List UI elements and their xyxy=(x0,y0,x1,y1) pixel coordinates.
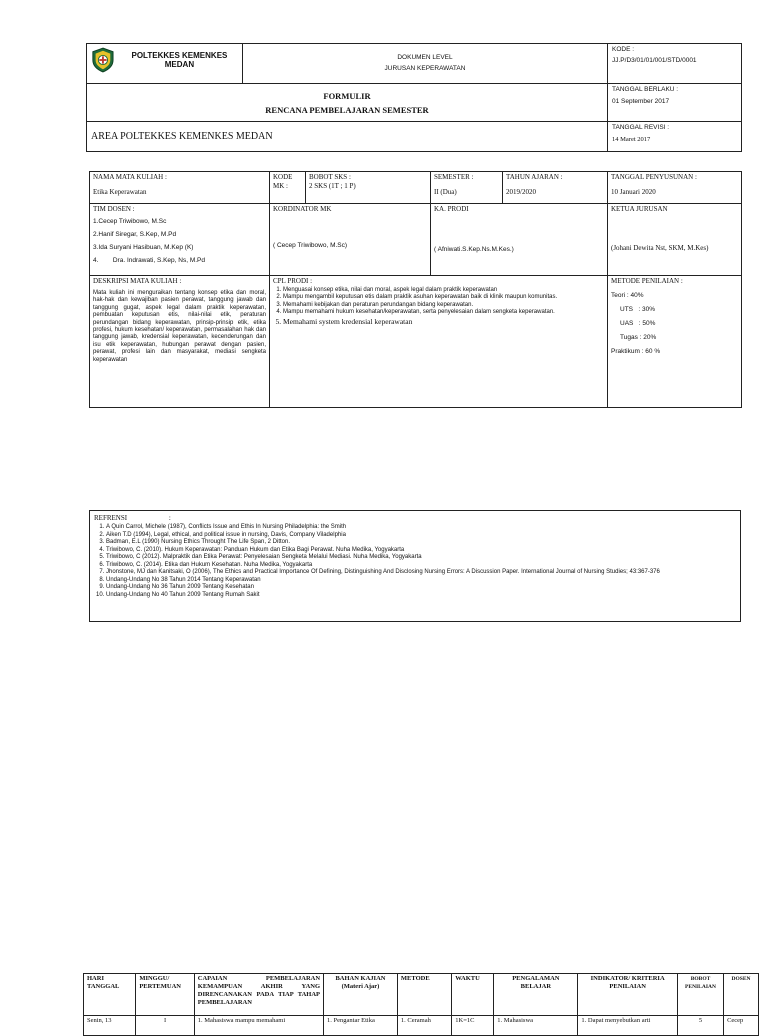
cell-metode: 1. Ceramah xyxy=(400,1017,431,1024)
area-title: AREA POLTEKKES KEMENKES MEDAN xyxy=(91,131,273,142)
header-indikator: INDIKATOR/ KRITERIA PENILAIAN xyxy=(590,975,665,990)
rps-title: RENCANA PEMBELAJARAN SEMESTER xyxy=(265,104,429,115)
bobot-label: BOBOT SKS : xyxy=(309,173,351,181)
tgl-penyusunan-label: TANGGAL PENYUSUNAN : xyxy=(611,173,697,181)
cell-minggu: I xyxy=(163,1017,167,1024)
references-label: REFRENSI xyxy=(94,514,128,522)
tgl-penyusunan-value: 10 Januari 2020 xyxy=(611,188,656,196)
tanggal-berlaku-value: 01 September 2017 xyxy=(612,98,670,105)
header-bahan-kajian: BAHAN KAJIAN (Materi Ajar) xyxy=(335,975,386,990)
header-capaian: CAPAIAN PEMBELAJARAN KEMAMPUAN AKHIR YANG DIRENCANAKAN PADA TIAP TAHAP PEMBELAJARAN xyxy=(197,975,321,1006)
tim-dosen-4: 4. Dra. Indrawati, S.Kep, Ns, M.Pd xyxy=(93,257,205,264)
cpl-item: 2. Mampu mengambil keputusan etis dalam praktik asuhan keperawatan baik di klinik maupun komunitas. xyxy=(283,294,604,301)
cpl-item: 5. Memahami system kredensial keperawatan xyxy=(283,317,604,326)
document-header xyxy=(86,43,742,152)
semester-value: II (Dua) xyxy=(434,188,457,196)
cpl-item: 4. Mampu memahami hukum kesehatan/keperawatan, serta penyelesaian dalam sengketa keperawatan. xyxy=(283,309,604,316)
reference-item: 3. Badman, E.L (1990) Nursing Ethics Throught The Life Span, 2 Ditton. xyxy=(106,539,736,547)
reference-item: 2. Aiken T.D (1994), Legal, ethical, and political issue in nursing, Davis, Company Viladelphia xyxy=(106,532,736,540)
uts-weight: UTS : 30% xyxy=(620,306,656,313)
cell-indikator: 1. Dapat menyebutkan arti xyxy=(581,1017,651,1024)
cell-capaian: 1. Mahasiswa mampu memahami xyxy=(197,1017,286,1024)
header-minggu: MINGGU/ PERTEMUAN xyxy=(139,975,181,990)
jurusan-name: JURUSAN KEPERAWATAN xyxy=(384,65,466,72)
header-logo-cell xyxy=(87,44,243,84)
table-row xyxy=(84,1016,759,1036)
header-bobot: BOBOT PENILAIAN xyxy=(685,976,716,990)
reference-item: 4. Triwibowo, C. (2010). Hukum Keperawatan: Panduan Hukum dan Etika Bagi Perawat. Nuha Medika, Yogyakarta xyxy=(106,547,736,555)
praktikum-weight: Praktikum : 60 % xyxy=(611,348,661,355)
dokumen-level: DOKUMEN LEVEL xyxy=(397,54,453,61)
tanggal-revisi-value: 14 Maret 2017 xyxy=(612,136,651,143)
metode-label: METODE PENILAIAN : xyxy=(611,277,683,285)
tahun-label: TAHUN AJARAN : xyxy=(506,173,563,181)
bobot-value: 2 SKS (1T ; 1 P) xyxy=(309,182,356,190)
header-metode: METODE xyxy=(400,975,430,982)
references-box xyxy=(89,510,741,622)
deskripsi-value: Mata kuliah ini menguraikan tentang konsep etika dan moral, hak-hak dan kewajiban pasien perawat, tanggung jawab dan tanggung gugat, aspek legal dalam praktik keperawatan, pembuatan keputusan etis, nilai-nilai etik, peraturan perundangan bidang keperawatan, prinsip-prinsip etik, etika profesi, hukum kesehatan/ keperawatan, permasalahan hak dan tanggung jawab, kredensial keperawatan, kecenderungan dan isu etik keperawatan, hubungan perawat dengan pasien, perawat, profesi lain dan masyarakat, mediasi sengketa keperawatan xyxy=(93,290,266,363)
nama-mk-label: NAMA MATA KULIAH : xyxy=(93,173,167,181)
tim-dosen-3: 3.Ida Suryani Hasibuan, M.Kep (K) xyxy=(93,244,194,251)
reference-item: 6. Triwibowo, C. (2014). Etika dan Hukum Kesehatan. Nuha Medika, Yogyakarta xyxy=(106,562,736,570)
header-dosen: DOSEN xyxy=(731,976,751,982)
cell-hari: Senin, 13 xyxy=(87,1017,112,1024)
cell-bobot: 5 xyxy=(698,1017,703,1024)
header-waktu: WAKTU xyxy=(455,975,480,982)
reference-item: 10. Undang-Undang No 40 Tahun 2009 Tentang Rumah Sakit xyxy=(106,592,736,600)
semester-label: SEMESTER : xyxy=(434,173,474,181)
formulir-title: FORMULIR xyxy=(323,90,371,101)
cell-bahan: 1. Pengantar Etika xyxy=(327,1017,375,1024)
deskripsi-label: DESKRIPSI MATA KULIAH : xyxy=(93,277,182,285)
kaprodi-value: ( Afniwati.S.Kep.Ns.M.Kes.) xyxy=(434,246,514,253)
tugas-weight: Tugas : 20% xyxy=(620,334,657,341)
reference-item: 5. Triwibowo, C (2012). Malpraktik dan Etika Perawat: Penyelesaian Sengketa Melalui Mediasi. Nuha Medika, Yogyakarta xyxy=(106,554,736,562)
cpl-item: 1. Menguasai konsep etika, nilai dan moral, aspek legal dalam praktik keperawatan xyxy=(283,287,604,294)
teori-weight: Teori : 40% xyxy=(611,292,644,299)
reference-item: 9. Undang-Undang No 36 Tahun 2009 Tentang Kesehatan xyxy=(106,584,736,592)
nama-mk-value: Etika Keperawatan xyxy=(93,188,147,196)
tim-dosen-label: TIM DOSEN : xyxy=(93,205,135,213)
tanggal-berlaku-label: TANGGAL BERLAKU : xyxy=(612,86,679,93)
cpl-item: 3. Memahami kebijakan dan peraturan perundangan bidang keperawatan. xyxy=(283,302,604,309)
tanggal-revisi-label: TANGGAL REVISI : xyxy=(612,124,670,131)
header-hari-tanggal: HARI TANGGAL xyxy=(87,975,120,990)
references-colon: : xyxy=(168,514,171,522)
kordinator-value: ( Cecep Triwibowo, M.Sc) xyxy=(273,242,348,249)
tim-dosen-2: 2.Hanif Siregar, S.Kep, M.Pd xyxy=(93,231,177,238)
reference-item: 8. Undang-Undang No 38 Tahun 2014 Tentang Keperawatan xyxy=(106,577,736,585)
kode-label: KODE : xyxy=(612,46,635,53)
kode-value: JJ.P/D3/01/01/001/STD/0001 xyxy=(612,57,697,64)
reference-item: 7. Jhonstone, MJ dan Kanitsaki, O (2006), The Ethics and Practical Importance Of Defining, Distinguishing And Disclosing Nursing Errors: A Discussion Paper. International Journal of Nursing Studies; 43:367-376 xyxy=(106,569,736,577)
uas-weight: UAS : 50% xyxy=(620,320,656,327)
cell-waktu: 1K=1C xyxy=(455,1017,475,1024)
cell-dosen: Cecep xyxy=(727,1017,744,1024)
kaprodi-label: KA. PRODI xyxy=(434,205,469,213)
cpl-label: CPL PRODI : xyxy=(273,277,313,285)
institution-name: POLTEKKES KEMENKES MEDAN xyxy=(131,51,228,69)
references-list xyxy=(94,524,736,599)
cell-pengalaman: 1. Mahasiswa xyxy=(497,1017,534,1024)
poltekkes-logo-icon xyxy=(91,46,115,74)
course-info-table xyxy=(89,171,742,408)
schedule-table xyxy=(83,973,759,1036)
header-pengalaman: PENGALAMAN BELAJAR xyxy=(512,975,560,990)
ketua-value: (Johani Dewita Nst, SKM, M.Kes) xyxy=(611,244,709,252)
reference-item: 1. A Quin Carrol, Michele (1987), Conflicts Issue and Ethis In Nursing Philadelphia: the Smith xyxy=(106,524,736,532)
cpl-list xyxy=(273,287,604,326)
tahun-value: 2019/2020 xyxy=(506,188,536,196)
kordinator-label: KORDINATOR MK xyxy=(273,205,332,213)
kode-mk-label: KODE MK : xyxy=(273,173,293,190)
tim-dosen-1: 1.Cecep Triwibowo, M.Sc xyxy=(93,218,167,225)
ketua-label: KETUA JURUSAN xyxy=(611,205,668,213)
